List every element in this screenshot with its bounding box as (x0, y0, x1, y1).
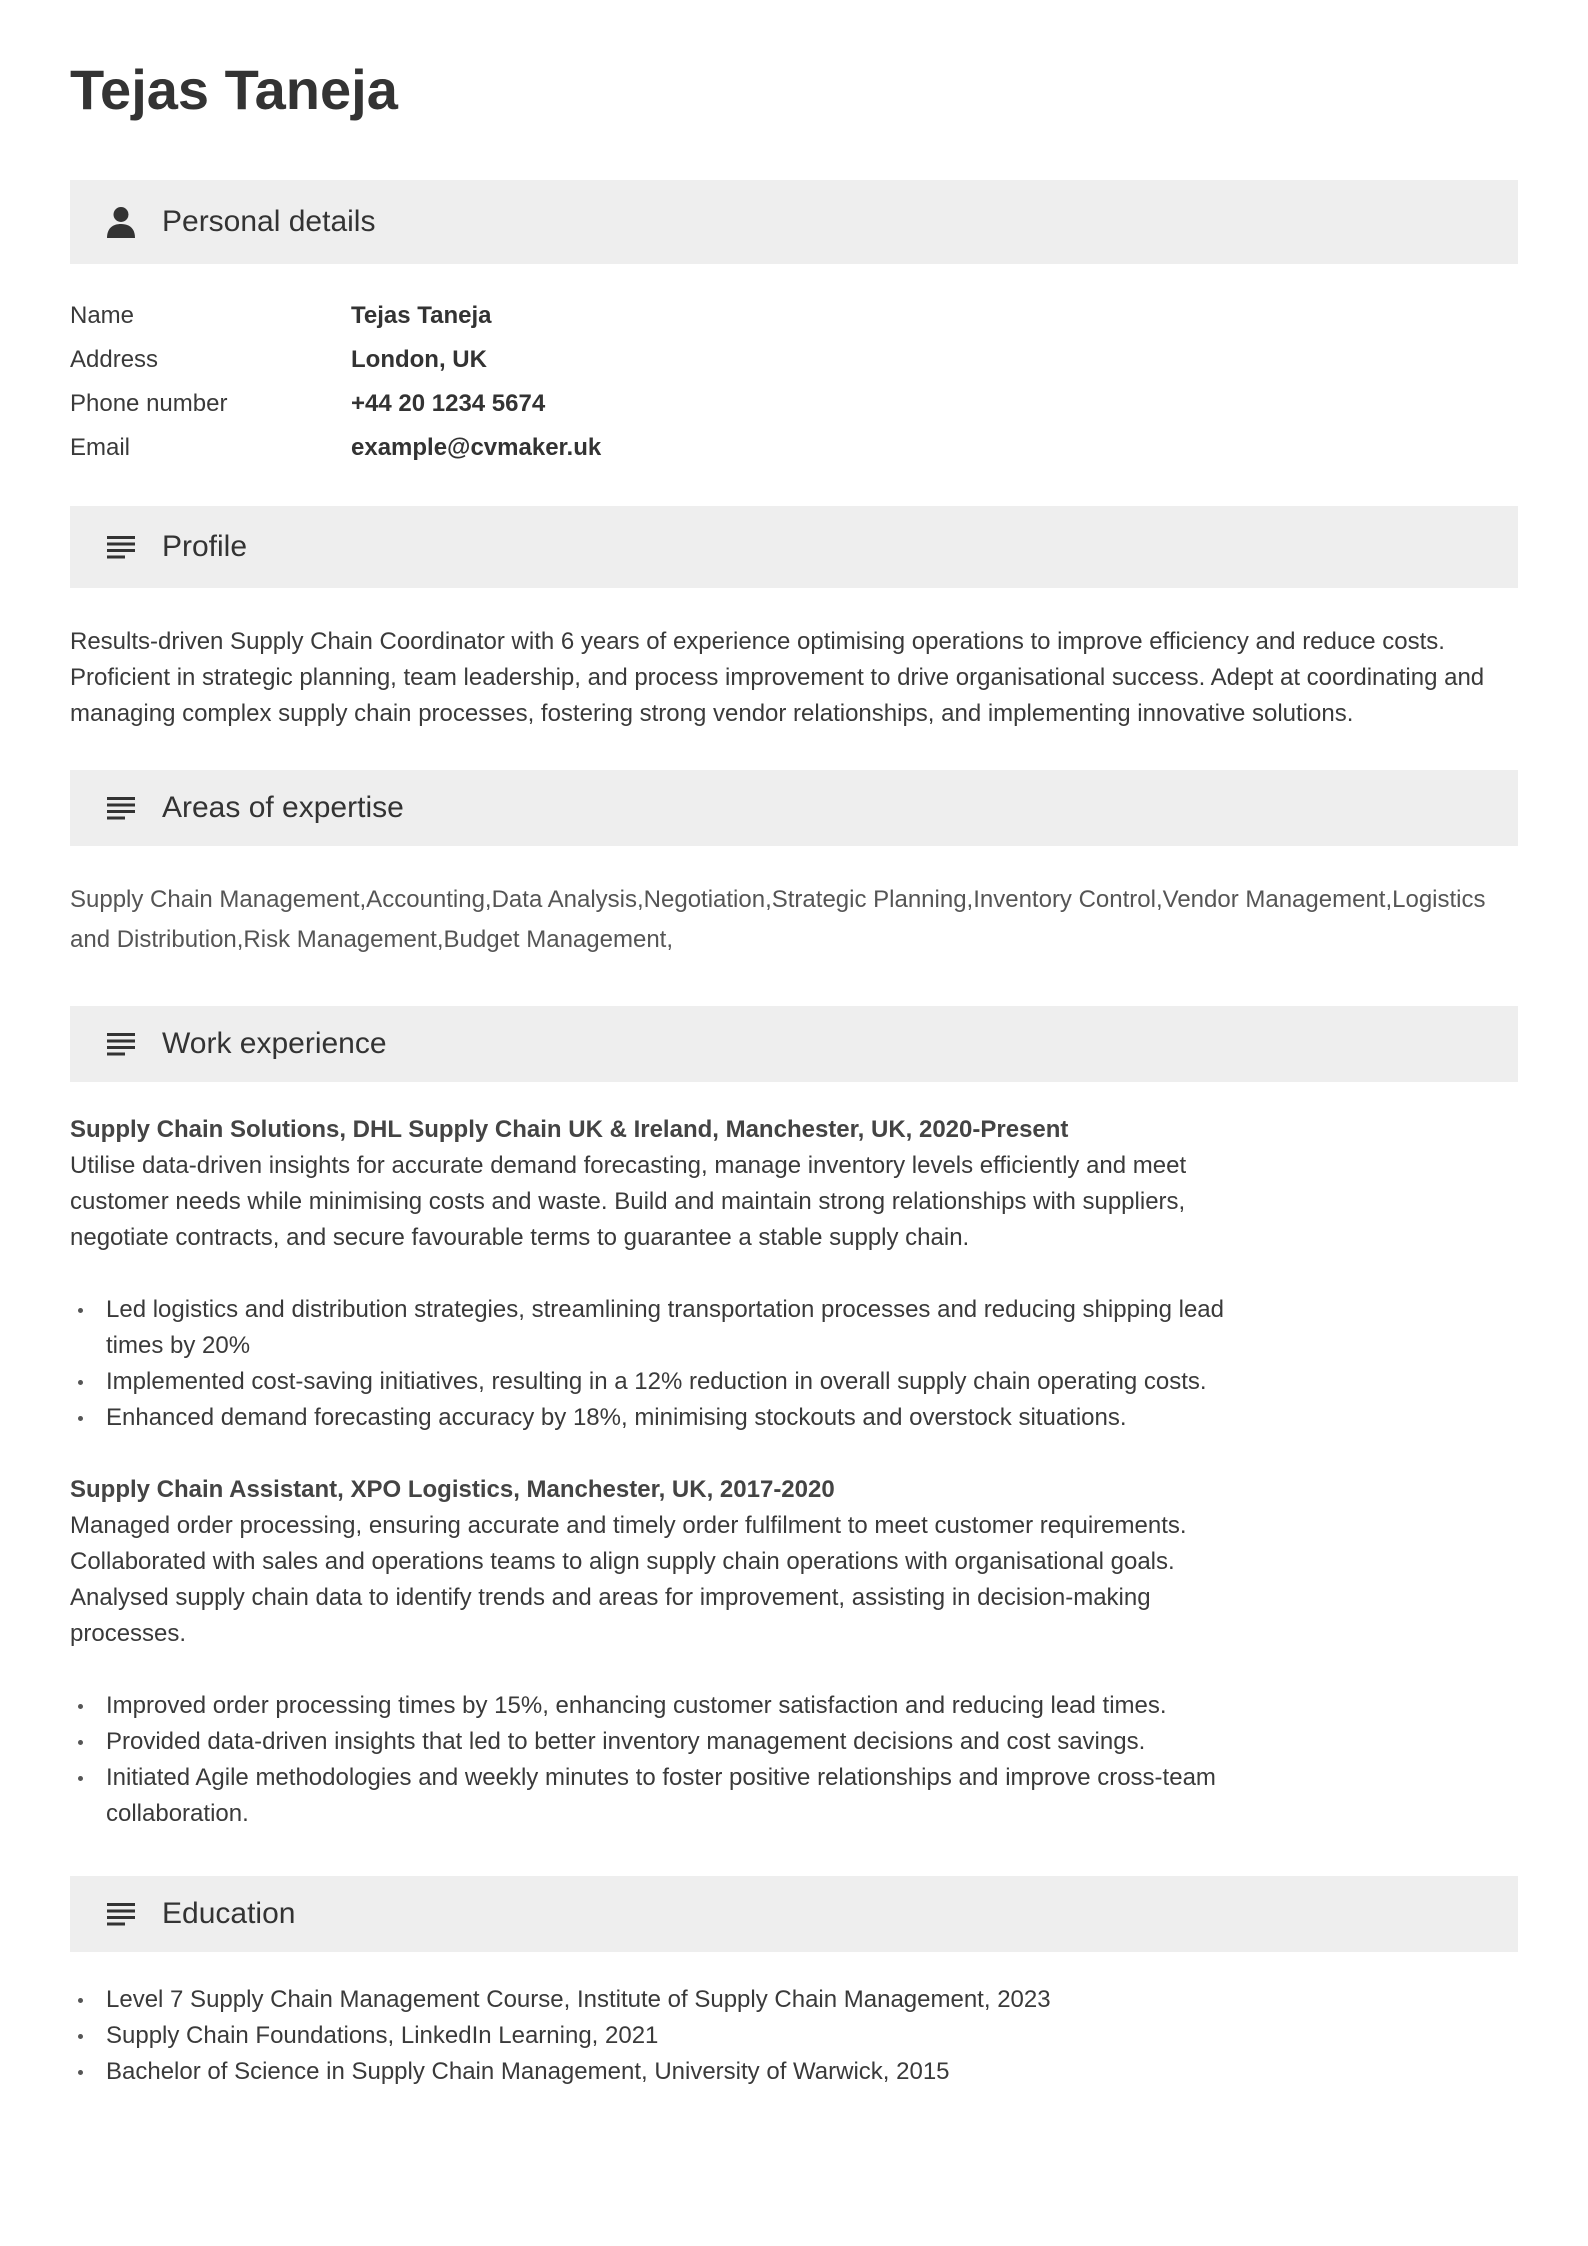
detail-row-email (70, 426, 1518, 470)
education-item: Bachelor of Science in Supply Chain Management, University of Warwick, 2015 (70, 2054, 1518, 2090)
detail-label: Address (70, 346, 159, 373)
cv-name-title: Tejas Taneja (70, 58, 398, 121)
education-item: Supply Chain Foundations, LinkedIn Learning, 2021 (70, 2018, 1518, 2054)
job-entry (70, 1112, 1270, 1436)
work-experience-header (70, 1006, 1518, 1082)
detail-row-name (70, 294, 1518, 338)
achievement-item: Improved order processing times by 15%, enhancing customer satisfaction and reducing lead times. (70, 1688, 1270, 1724)
job-achievements (70, 1292, 1270, 1436)
personal-details-table (70, 294, 1518, 470)
text-lines-icon (104, 1027, 138, 1061)
job-description: Managed order processing, ensuring accurate and timely order fulfilment to meet customer requirements. Collaborated with sales and operations teams to align supply chain operations with organisational goals. Analysed supply chain data to identify trends and areas for improvement, assisting in decision-making processes. (70, 1512, 1187, 1647)
text-lines-icon (104, 791, 138, 825)
job-entry (70, 1472, 1270, 1832)
profile-header (70, 506, 1518, 588)
expertise-header (70, 770, 1518, 846)
detail-row-address (70, 338, 1518, 382)
job-title: Supply Chain Assistant, XPO Logistics, Manchester, UK, 2017-2020 (70, 1476, 835, 1503)
education-item: Level 7 Supply Chain Management Course, Institute of Supply Chain Management, 2023 (70, 1982, 1518, 2018)
expertise-heading: Areas of expertise (162, 791, 404, 824)
achievement-item: Initiated Agile methodologies and weekly minutes to foster positive relationships and improve cross-team collaboration. (70, 1760, 1270, 1832)
profile-summary: Results-driven Supply Chain Coordinator with 6 years of experience optimising operations to improve efficiency and reduce costs. Proficient in strategic planning, team leadership, and process improvement to drive organisational success. Adept at coordinating and managing complex supply chain processes, fostering strong vendor relationships, and implementing innovative solutions. (70, 628, 1485, 727)
detail-value: Tejas Taneja (351, 302, 492, 329)
achievement-item: Enhanced demand forecasting accuracy by 18%, minimising stockouts and overstock situations. (70, 1400, 1270, 1436)
detail-label: Name (70, 302, 135, 329)
work-experience-heading: Work experience (162, 1027, 387, 1060)
achievement-item: Implemented cost-saving initiatives, resulting in a 12% reduction in overall supply chain operating costs. (70, 1364, 1270, 1400)
education-list (70, 1982, 1518, 2090)
achievement-item: Provided data-driven insights that led to better inventory management decisions and cost savings. (70, 1724, 1270, 1760)
detail-label: Phone number (70, 390, 228, 417)
personal-details-header (70, 180, 1518, 264)
job-description: Utilise data-driven insights for accurate demand forecasting, manage inventory levels efficiently and meet customer needs while minimising costs and waste. Build and maintain strong relationships with suppliers, negotiate contracts, and secure favourable terms to guarantee a stable supply chain. (70, 1152, 1187, 1251)
education-header (70, 1876, 1518, 1952)
expertise-list: Supply Chain Management,Accounting,Data Analysis,Negotiation,Strategic Planning,Inventory Control,Vendor Management,Logistics and Distribution,Risk Management,Budget Management, (70, 886, 1486, 953)
detail-value: London, UK (351, 346, 487, 373)
detail-value: example@cvmaker.uk (351, 434, 602, 461)
detail-row-phone (70, 382, 1518, 426)
personal-details-heading: Personal details (162, 205, 376, 238)
text-lines-icon (104, 530, 138, 564)
detail-value: +44 20 1234 5674 (351, 390, 546, 417)
education-heading: Education (162, 1897, 296, 1930)
job-achievements (70, 1688, 1270, 1832)
job-title: Supply Chain Solutions, DHL Supply Chain UK & Ireland, Manchester, UK, 2020-Present (70, 1116, 1069, 1143)
achievement-item: Led logistics and distribution strategies, streamlining transportation processes and reducing shipping lead times by 20% (70, 1292, 1270, 1364)
detail-label: Email (70, 434, 131, 461)
profile-heading: Profile (162, 530, 248, 563)
text-lines-icon (104, 1897, 138, 1931)
person-icon (104, 205, 138, 239)
